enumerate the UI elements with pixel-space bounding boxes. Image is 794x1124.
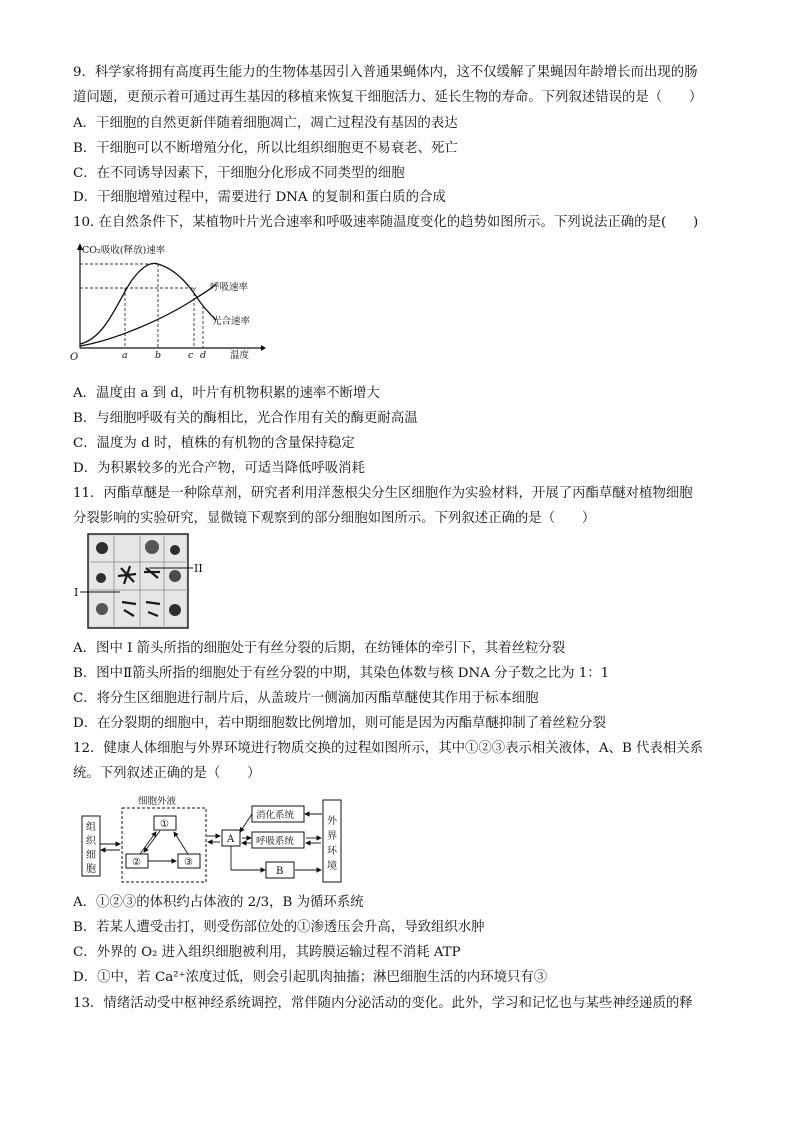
q13-stem-line1: 13．情绪活动受中枢神经系统调控，常伴随内分泌活动的变化。此外，学习和记忆也与某些神经递质的释 (73, 996, 693, 1011)
y-axis-label: CO₂吸收(释放)速率 (82, 245, 166, 256)
digestive-label: 消化系统 (256, 810, 295, 821)
q10-option-d: D．为积累较多的光合产物，可适当降低呼吸消耗 (73, 461, 365, 476)
q12-stem-line1: 12．健康人体细胞与外界环境进行物质交换的过程如图所示，其中①②③表示相关液体，A、B 代表相关系 (73, 741, 703, 756)
external-char3: 环 (327, 846, 337, 857)
q11-option-b: B．图中Ⅱ箭头所指的细胞处于有丝分裂的中期，其染色体数与核 DNA 分子数之比为 1：1 (73, 666, 610, 681)
external-char1: 外 (327, 816, 337, 827)
respiration-curve (80, 284, 216, 346)
q10-option-b: B．与细胞呼吸有关的酶相比，光合作用有关的酶更耐高温 (73, 411, 418, 426)
q11-micrograph (74, 532, 204, 630)
origin-label: O (70, 352, 79, 363)
q9-stem-line1: 9．科学家将拥有高度再生能力的生物体基因引入普通果蝇体内，这不仅缓解了果蝇因年龄增长而出现的肠 (73, 65, 698, 80)
q12-option-c: C．外界的 O₂ 进入组织细胞被利用，其跨膜运输过程不消耗 ATP (73, 945, 461, 960)
respiration-label: 呼吸速率 (210, 282, 249, 293)
x-axis-arrow (261, 345, 266, 351)
tissue-cell-char4: 胞 (86, 864, 96, 875)
q11-option-d: D．在分裂期的细胞中，若中期细胞数比例增加，则可能是因为丙酯草醚抑制了着丝粒分裂 (73, 716, 606, 731)
q12-option-d: D．①中，若 Ca²⁺浓度过低，则会引起肌肉抽搐；淋巴细胞生活的内环境只有③ (73, 970, 548, 985)
respiratory-label: 呼吸系统 (256, 836, 295, 847)
system-a-label: A (227, 834, 235, 845)
tick-d: d (200, 350, 207, 361)
q9-option-c: C．在不同诱导因素下，干细胞分化形成不同类型的细胞 (73, 166, 405, 181)
q10-stem: 10. 在自然条件下，某植物叶片光合速率和呼吸速率随温度变化的趋势如图所示。下列说法正确的是( ) (73, 215, 699, 230)
tissue-cell-char1: 组 (86, 822, 96, 833)
tissue-cell-char2: 织 (86, 836, 96, 847)
arrow-I-label: I (74, 586, 79, 599)
x-axis-label: 温度 (230, 350, 250, 361)
q11-stem-line1: 11．丙酯草醚是一种除草剂，研究者利用洋葱根尖分生区细胞作为实验材料，开展了丙酯草醚对植物细胞 (73, 486, 693, 501)
q10-option-c: C．温度为 d 时，植株的有机物的含量保持稳定 (73, 436, 355, 451)
photosynthesis-curve (80, 263, 216, 344)
arrow-II-label: II (194, 562, 203, 575)
q12-option-b: B．若某人遭受击打，则受伤部位处的①渗透压会升高，导致组织水肿 (73, 920, 485, 935)
extracellular-label: 细胞外液 (138, 796, 177, 807)
q12-option-a: A．①②③的体积约占体液的 2/3，B 为循环系统 (73, 895, 364, 910)
fluid2-label: ② (132, 857, 141, 868)
q9-option-a: A．干细胞的自然更新伴随着细胞凋亡，凋亡过程没有基因的表达 (73, 116, 458, 131)
q10-graph (66, 240, 266, 364)
tick-b: b (155, 350, 162, 361)
photosynthesis-label: 光合速率 (212, 316, 251, 327)
fluid3-label: ③ (184, 857, 193, 868)
tissue-cell-char3: 细 (86, 850, 96, 861)
q12-diagram (80, 794, 350, 888)
fluid1-label: ① (160, 819, 169, 830)
q9-stem-line2: 道问题，更预示着可通过再生基因的移植来恢复干细胞活力、延长生物的寿命。下列叙述错误的是（ ） (73, 90, 703, 105)
q10-option-a: A．温度由 a 到 d，叶片有机物积累的速率不断增大 (73, 386, 380, 401)
q11-option-c: C．将分生区细胞进行制片后，从盖玻片一侧滴加丙酯草醚使其作用于标本细胞 (73, 691, 539, 706)
q9-option-d: D．干细胞增殖过程中，需要进行 DNA 的复制和蛋白质的合成 (73, 190, 446, 205)
q9-option-b: B．干细胞可以不断增殖分化，所以比组织细胞更不易衰老、死亡 (73, 141, 458, 156)
q11-stem-line2: 分裂影响的实验研究，显微镜下观察到的部分细胞如图所示。下列叙述正确的是（ ） (73, 511, 596, 526)
q11-option-a: A．图中 I 箭头所指的细胞处于有丝分裂的后期，在纺锤体的牵引下，其着丝粒分裂 (73, 641, 566, 656)
external-char4: 境 (327, 861, 337, 872)
external-char2: 界 (327, 831, 337, 842)
q12-stem-line2: 统。下列叙述正确的是（ ） (73, 766, 261, 781)
tick-c: c (188, 350, 194, 361)
system-b-label: B (276, 866, 284, 877)
tick-a: a (122, 350, 128, 361)
